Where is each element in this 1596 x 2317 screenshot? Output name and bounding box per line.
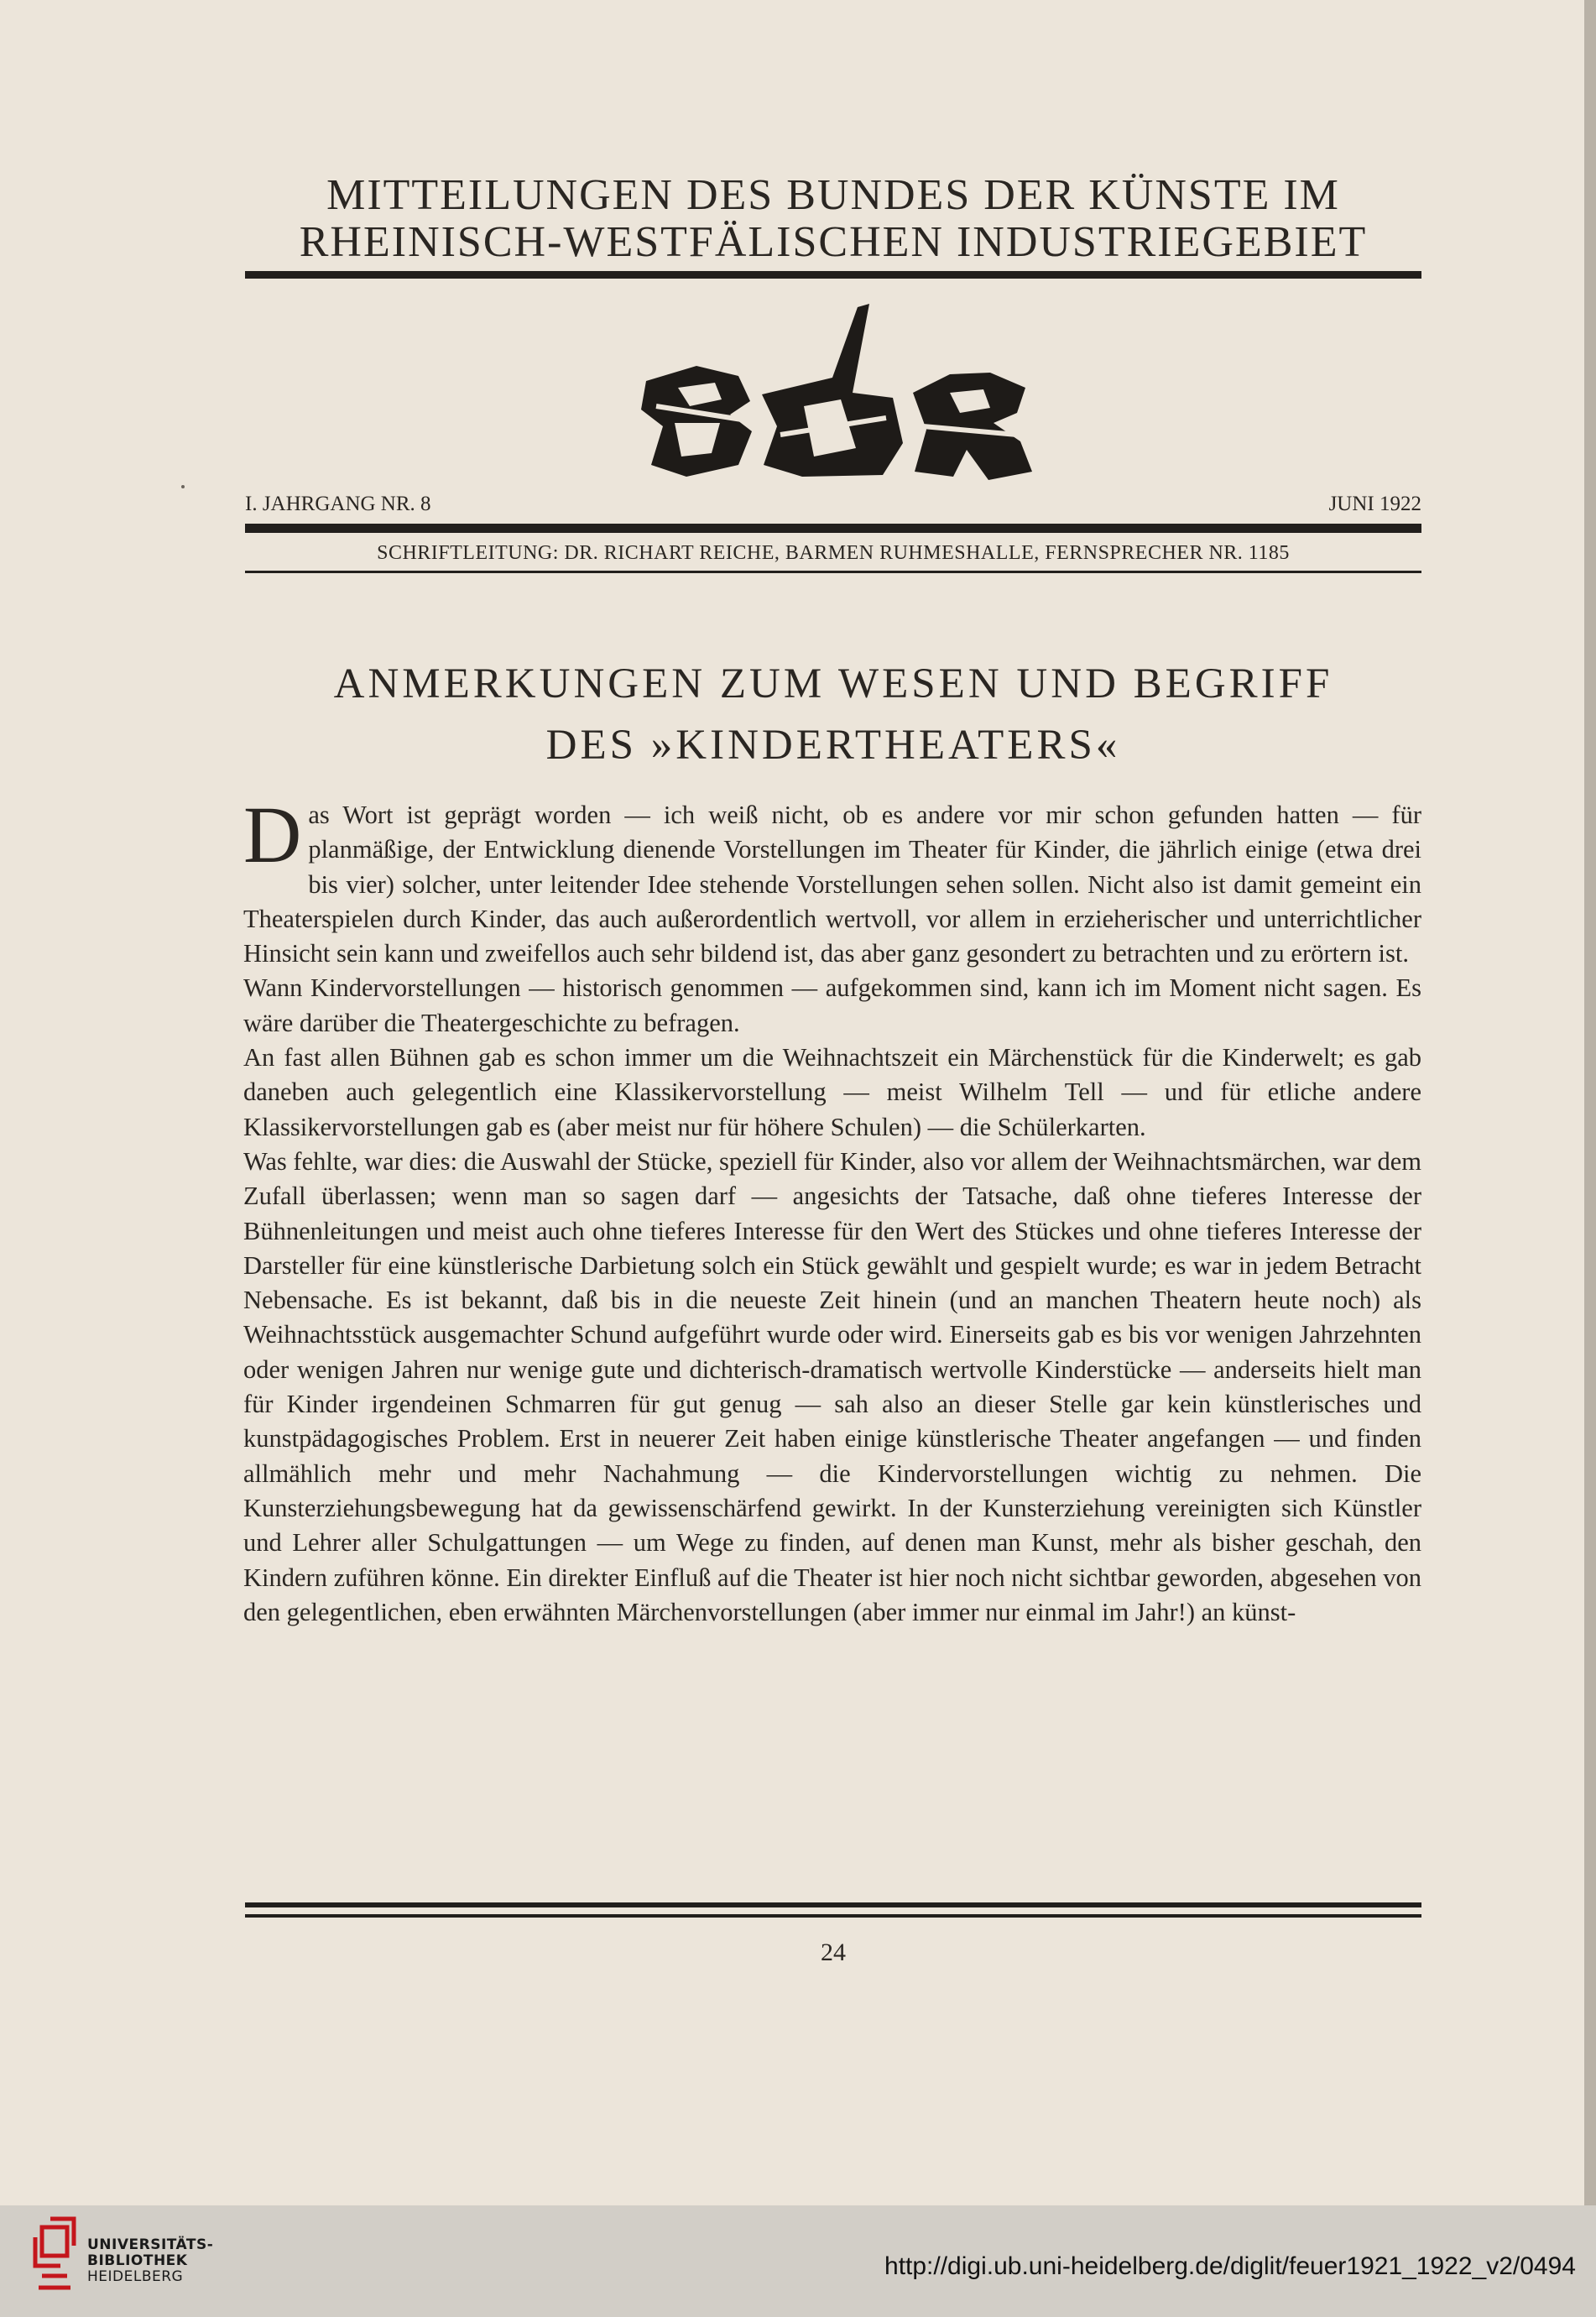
library-name-line-1: UNIVERSITÄTS- — [87, 2236, 214, 2253]
library-name-line-2: BIBLIOTHEK — [87, 2252, 188, 2269]
paragraph-2: Wann Kindervorstellungen — historisch genommen — aufgekommen sind, kann ich im Moment nicht sagen. Es wäre darüber die Theatergeschichte zu befragen. — [243, 973, 1421, 1037]
paragraph-1 — [243, 790, 1421, 971]
paragraph-4: Was fehlte, war dies: die Auswahl der Stücke, speziell für Kinder, also vor allem der Weihnachtsmärchen, war dem Zufall überlassen; wenn man so sagen darf — angesichts der Tatsache, daß ohne tieferes Interesse der Bühnenleitungen und meist auch ohne tieferes Interesse für den Wert des Stückes und ohne tieferes Interesse der Darsteller für eine künstlerische Darbietung solch ein Stück gewählt und gespielt wurde; es war in jedem Betracht Nebensache. Es ist bekannt, daß bis in die neueste Zeit hinein (und an manchen Theatern heute noch) als Weihnachtsstück ausgemachter Schund aufgeführt wurde oder wird. Einerseits gab es bis vor wenigen Jahrzehnten oder wenigen Jahren nur wenige gute und dichterisch-dramatisch wertvolle Kinderstücke — anderseits hielt man für Kinder irgendeinen Schmarren für gut genug — sah also an dieser Stelle gar kein künstlerisches und kunstpädagogisches Problem. Erst in neuerer Zeit haben einige künstlerische Theater angefangen — und finden allmählich mehr und mehr Nachahmung — die Kindervorstellungen wichtig zu nehmen. Die Kunsterziehungsbewegung hat da gewissenschärfend gewirkt. In der Kunsterziehung vereinigten sich Künstler und Lehrer aller Schulgattungen — um Wege zu finden, auf denen man Kunst, mehr als bisher geschah, den Kindern zuführen könne. Ein direkter Einfluß auf die Theater ist hier noch nicht sichtbar geworden, abgesehen von den gelegentlichen, eben erwähnten Märchenvorstellungen (aber immer nur einmal im Jahr!) an künst- — [243, 1146, 1421, 1626]
viewer-footer — [0, 2205, 1596, 2317]
editorial-rule — [245, 571, 1421, 573]
issue-volume: I. JAHRGANG NR. 8 — [245, 493, 431, 515]
masthead-line-2: RHEINISCH-WESTFÄLISCHEN INDUSTRIEGEBIET — [299, 218, 1368, 266]
library-name-line-3: HEIDELBERG — [87, 2268, 184, 2285]
page-number: 24 — [821, 1939, 846, 1966]
issue-date: JUNI 1922 — [1328, 493, 1421, 515]
drop-cap: D — [243, 790, 302, 879]
article-title-line-1: ANMERKUNGEN ZUM WESEN UND BEGRIFF — [333, 660, 1333, 707]
university-library-icon — [30, 2212, 81, 2304]
masthead-rule — [245, 271, 1421, 279]
bottom-rule-2 — [245, 1914, 1421, 1918]
bdk-logo-icon — [638, 300, 1037, 483]
paragraph-3: An fast allen Bühnen gab es schon immer um die Weihnachtszeit ein Märchenstück für die Kinderwelt; es gab daneben auch gelegentlich eine Klassikervorstellung — meist Wilhelm Tell — und für etliche andere Klassikervorstellungen gab es (aber meist nur für höhere Schulen) — die Schülerkarten. — [243, 1043, 1421, 1141]
paragraph-1-text: as Wort ist geprägt worden — ich weiß nicht, ob es andere vor mir schon gefunden hatten — für planmäßige, der Entwicklung dienende Vorstellungen im Theater für Kinder, die jährlich einige (etwa drei bis vier) solcher, unter leitender Idee stehende Vorstellungen sehen sollen. Nicht also ist damit gemeint ein Theaterspielen durch Kinder, das auch außerordentlich wertvoll, vor allem in erzieherischer und unterrichtlicher Hinsicht sein kann und zweifellos auch sehr bildend ist, das aber ganz gesondert zu betrachten und zu erörtern ist. — [243, 801, 1421, 968]
issue-rule — [245, 524, 1421, 533]
masthead-line-1: MITTEILUNGEN DES BUNDES DER KÜNSTE IM — [326, 171, 1340, 219]
page-edge-shadow — [1584, 0, 1596, 2205]
source-url[interactable]: http://digi.ub.uni-heidelberg.de/diglit/feuer1921_1922_v2/0494 — [884, 2252, 1576, 2280]
editorial-line: SCHRIFTLEITUNG: DR. RICHART REICHE, BARMEN RUHMESHALLE, FERNSPRECHER NR. 1185 — [377, 542, 1290, 564]
library-name — [87, 2237, 213, 2285]
scan-speck — [181, 485, 185, 488]
article-body — [243, 790, 1421, 1630]
bottom-rule-1 — [245, 1902, 1421, 1907]
article-title-line-2: DES »KINDERTHEATERS« — [545, 722, 1121, 769]
